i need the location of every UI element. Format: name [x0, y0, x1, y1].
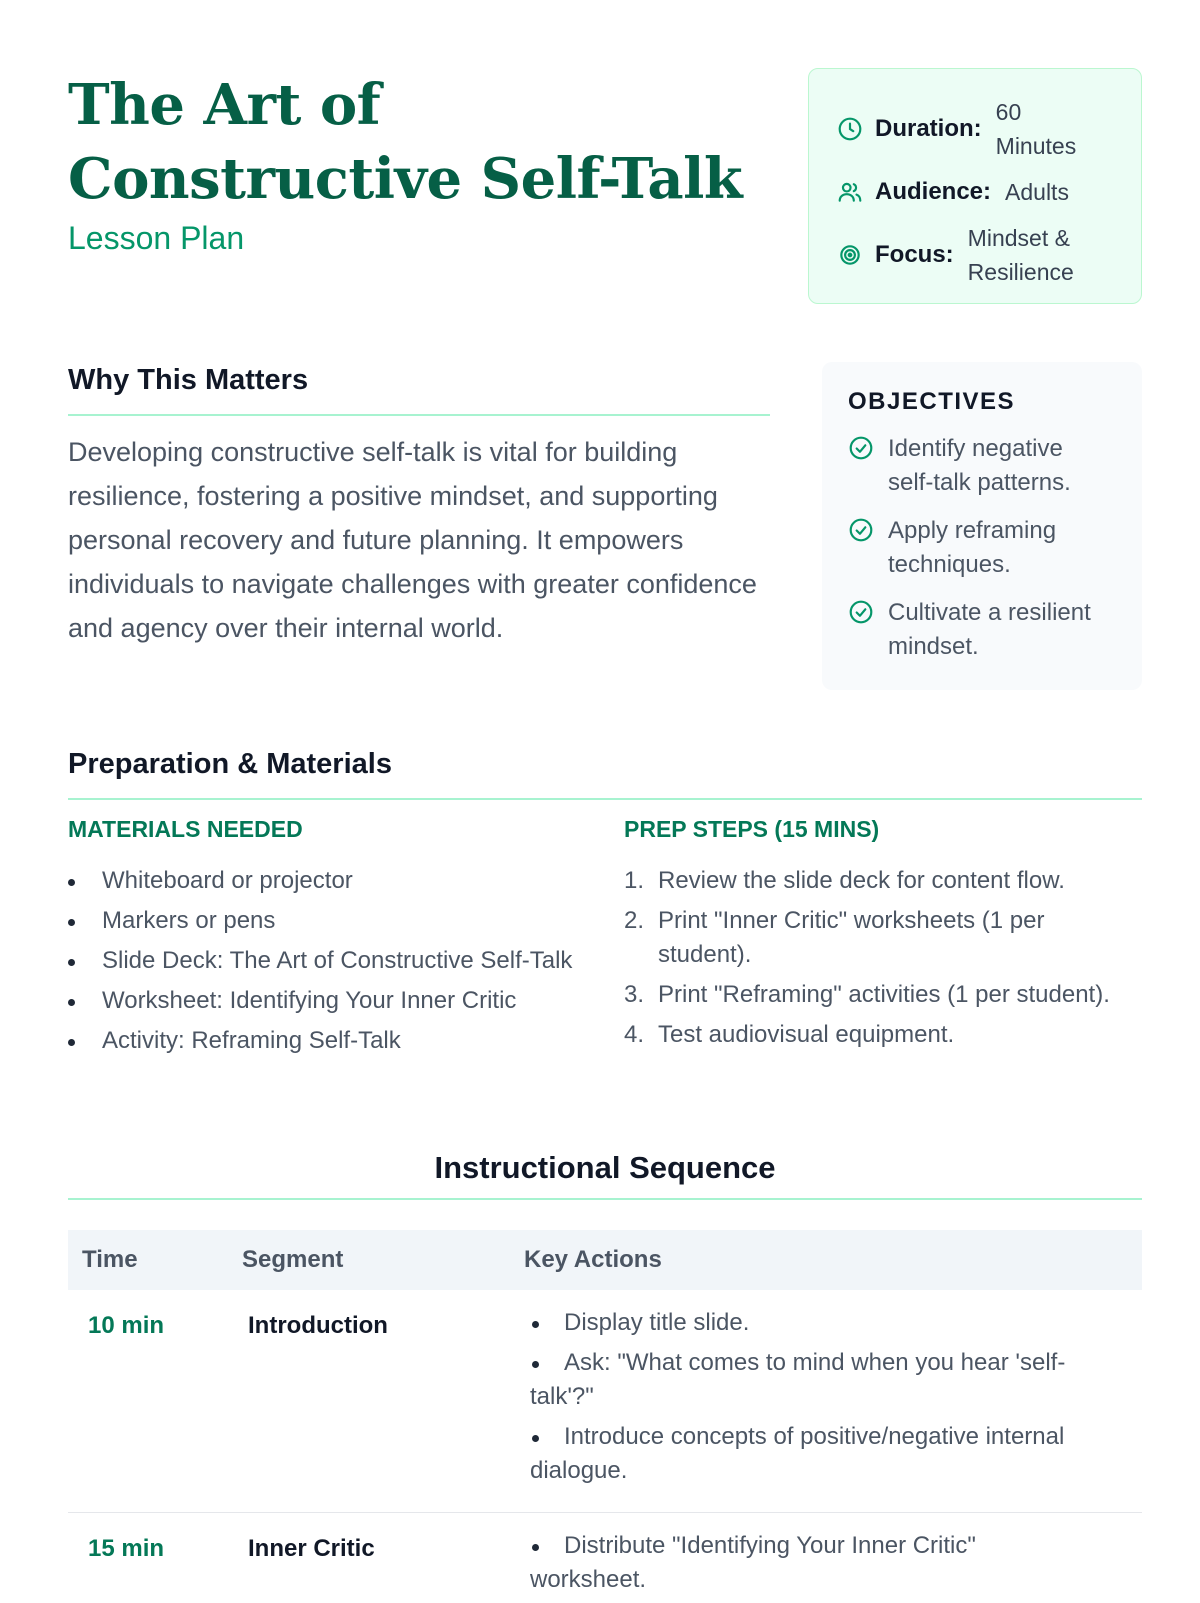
column-header-segment: Segment [242, 1246, 344, 1273]
check-circle-icon [848, 599, 874, 625]
list-item: Distribute "Identifying Your Inner Critic" worksheet. [530, 1529, 1010, 1597]
materials-heading: MATERIALS NEEDED [68, 816, 303, 842]
focus-value: Mindset & Resilience [967, 225, 1074, 285]
list-item: Whiteboard or projector [68, 864, 568, 898]
column-header-time: Time [82, 1246, 138, 1273]
row-segment: Inner Critic [248, 1535, 375, 1562]
materials-list [68, 864, 573, 1064]
row-actions [530, 1529, 1120, 1603]
objective-text: Cultivate a resilient mindset. [888, 599, 1091, 660]
prep-steps-list [624, 864, 1144, 1058]
list-item: Worksheet: Identifying Your Inner Critic [68, 984, 568, 1018]
check-circle-icon [848, 435, 874, 461]
objective-text: Identify negative self-talk patterns. [888, 435, 1071, 496]
list-item: 4. Test audiovisual equipment. [624, 1018, 1144, 1052]
why-divider [68, 414, 770, 416]
column-header-key-actions: Key Actions [524, 1246, 662, 1273]
list-item: 2. Print "Inner Critic" worksheets (1 per student). [624, 904, 1144, 972]
why-heading: Why This Matters [68, 364, 309, 396]
sequence-heading: Instructional Sequence [434, 1150, 776, 1185]
objective-item [848, 432, 1116, 500]
duration-value: 60 Minutes [995, 99, 1077, 159]
list-item: Slide Deck: The Art of Constructive Self-Talk [68, 944, 588, 978]
step-text: Print "Inner Critic" worksheets (1 per student). [658, 907, 1045, 968]
users-icon [837, 179, 863, 205]
target-icon [837, 242, 863, 268]
list-item: 1. Review the slide deck for content flow. [624, 864, 1144, 898]
page-subtitle: Lesson Plan [68, 220, 245, 256]
clock-icon [837, 116, 863, 142]
duration-row [837, 95, 1115, 163]
objectives-card [822, 362, 1142, 690]
prep-heading: Preparation & Materials [68, 748, 392, 780]
objective-item [848, 596, 1116, 664]
objectives-heading: OBJECTIVES [848, 388, 1016, 415]
row-actions [530, 1306, 1120, 1494]
objective-text: Apply reframing techniques. [888, 517, 1057, 578]
objective-item [848, 514, 1116, 582]
list-item: Markers or pens [68, 904, 568, 938]
duration-label: Duration: [875, 115, 982, 142]
step-text: Test audiovisual equipment. [658, 1021, 955, 1048]
list-item: Introduce concepts of positive/negative internal dialogue. [530, 1420, 1120, 1488]
prep-divider [68, 798, 1142, 800]
row-divider [68, 1512, 1142, 1513]
page-title: The Art of Constructive Self-Talk [68, 72, 743, 212]
step-text: Review the slide deck for content flow. [658, 867, 1065, 894]
step-text: Print "Reframing" activities (1 per student). [658, 981, 1110, 1008]
list-item: Display title slide. [530, 1306, 1120, 1340]
sequence-divider [68, 1198, 1142, 1200]
row-segment: Introduction [248, 1312, 388, 1339]
focus-label: Focus: [875, 241, 954, 268]
focus-row [837, 221, 1115, 289]
row-time: 15 min [88, 1535, 165, 1562]
why-body: Developing constructive self-talk is vital for building resilience, fostering a positive mindset, and supporting personal recovery and future planning. It empowers individuals to navigate challenges with greater confidence and agency over their internal world. [68, 437, 757, 643]
row-time: 10 min [88, 1312, 165, 1339]
list-item: Ask: "What comes to mind when you hear 'self-talk'?" [530, 1346, 1090, 1414]
prep-steps-heading: PREP STEPS (15 MINS) [624, 816, 880, 842]
audience-label: Audience: [875, 178, 992, 205]
list-item: 3. Print "Reframing" activities (1 per student). [624, 978, 1144, 1012]
audience-value: Adults [1005, 179, 1069, 205]
audience-row [837, 175, 1115, 209]
lesson-info-card [808, 68, 1142, 304]
list-item: Activity: Reframing Self-Talk [68, 1024, 568, 1058]
check-circle-icon [848, 517, 874, 543]
table-header [68, 1230, 1142, 1290]
